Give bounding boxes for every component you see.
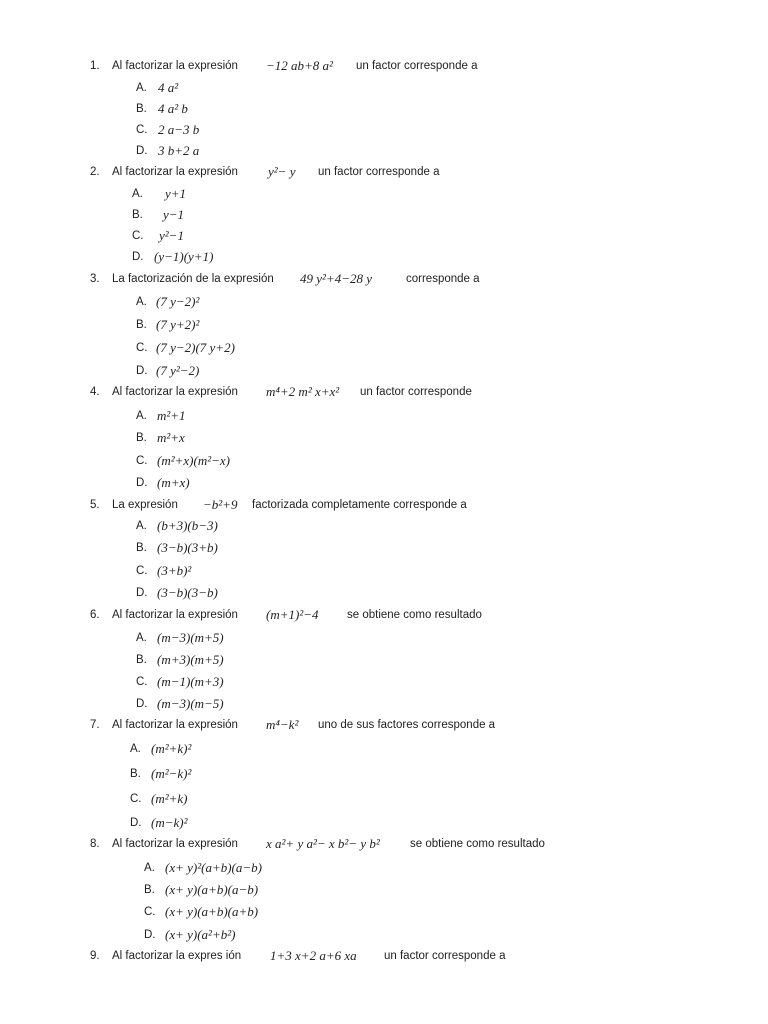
option-expression: (m−k)² (151, 815, 188, 830)
question-tail: se obtiene como resultado (410, 838, 545, 850)
option-expression: (3−b)(3+b) (157, 540, 218, 555)
option-3b (136, 318, 536, 338)
question-number: 3. (90, 273, 100, 285)
option-expression: (m²+k) (151, 791, 188, 806)
question-text: Al factorizar la expresión (112, 60, 238, 72)
question-7 (0, 719, 768, 739)
option-letter: C. (136, 676, 148, 688)
option-2b (132, 208, 532, 228)
option-expression: (b+3)(b−3) (157, 518, 218, 533)
option-letter: A. (136, 520, 147, 532)
option-expression: 4 a² (158, 80, 179, 95)
option-5d (136, 586, 536, 606)
question-9 (0, 950, 768, 970)
question-number: 6. (90, 609, 100, 621)
question-tail: corresponde a (406, 273, 480, 285)
option-4b (136, 431, 536, 451)
option-8d (144, 928, 544, 948)
question-expression: m⁴−k² (266, 717, 299, 732)
option-7d (130, 816, 530, 836)
option-2d (132, 250, 532, 270)
option-letter: D. (136, 145, 148, 157)
question-number: 1. (90, 60, 100, 72)
question-text: Al factorizar la expresión (112, 386, 238, 398)
question-number: 2. (90, 166, 100, 178)
question-tail: un factor corresponde (360, 386, 472, 398)
option-letter: B. (132, 209, 143, 221)
option-letter: D. (136, 365, 148, 377)
question-expression: m⁴+2 m² x+x² (266, 384, 340, 399)
option-7b (130, 767, 530, 787)
option-letter: B. (136, 319, 147, 331)
question-tail: un factor corresponde a (356, 60, 478, 72)
question-text: La expresión (112, 499, 178, 511)
question-number: 9. (90, 950, 100, 962)
question-tail: se obtiene como resultado (347, 609, 482, 621)
question-number: 8. (90, 838, 100, 850)
option-1c (136, 123, 536, 143)
option-letter: D. (144, 929, 156, 941)
option-letter: D. (130, 817, 142, 829)
option-expression: y+1 (165, 186, 187, 201)
option-7a (130, 742, 530, 762)
option-expression: (7 y+2)² (156, 317, 200, 332)
option-expression: (3+b)² (157, 563, 192, 578)
question-tail: un factor corresponde a (384, 950, 506, 962)
option-letter: B. (136, 654, 147, 666)
option-letter: C. (136, 124, 148, 136)
option-expression: (7 y²−2) (156, 363, 200, 378)
option-expression: m²+x (157, 430, 185, 445)
option-5c (136, 564, 536, 584)
option-letter: C. (136, 565, 148, 577)
option-expression: (m−3)(m+5) (157, 630, 224, 645)
option-2c (132, 229, 532, 249)
question-5 (0, 499, 768, 519)
option-letter: D. (136, 587, 148, 599)
question-8 (0, 838, 768, 858)
question-expression: 49 y²+4−28 y (300, 271, 372, 286)
option-expression: y−1 (163, 207, 185, 222)
option-4d (136, 476, 536, 496)
option-expression: (m+x) (157, 475, 190, 490)
option-8c (144, 905, 544, 925)
option-expression: 2 a−3 b (158, 122, 200, 137)
option-expression: m²+1 (157, 408, 186, 423)
option-1a (136, 81, 536, 101)
option-expression: (x+ y)(a²+b²) (165, 927, 236, 942)
option-letter: A. (136, 82, 147, 94)
option-6a (136, 631, 536, 651)
option-expression: (m+3)(m+5) (157, 652, 224, 667)
question-number: 5. (90, 499, 100, 511)
question-expression: x a²+ y a²− x b²− y b² (266, 836, 380, 851)
question-expression: −12 ab+8 a² (266, 58, 333, 73)
option-expression: (m²−k)² (151, 766, 192, 781)
option-3d (136, 364, 536, 384)
option-letter: A. (136, 296, 147, 308)
option-expression: (x+ y)²(a+b)(a−b) (165, 860, 262, 875)
option-expression: (m²+x)(m²−x) (157, 453, 230, 468)
option-letter: A. (132, 188, 143, 200)
option-letter: A. (130, 743, 141, 755)
option-4c (136, 454, 536, 474)
option-letter: A. (144, 862, 155, 874)
question-tail: uno de sus factores corresponde a (318, 719, 496, 731)
question-text: Al factorizar la expresión (112, 719, 238, 731)
option-5b (136, 541, 536, 561)
option-letter: B. (136, 542, 147, 554)
question-tail: factorizada completamente corresponde a (252, 499, 467, 511)
option-letter: C. (136, 455, 148, 467)
question-text: La factorización de la expresión (112, 273, 274, 285)
question-1 (0, 60, 768, 80)
option-expression: (7 y−2)(7 y+2) (156, 340, 235, 355)
question-4 (0, 386, 768, 406)
question-text: Al factorizar la expresión (112, 609, 238, 621)
option-letter: B. (136, 432, 147, 444)
option-1b (136, 102, 536, 122)
option-6d (136, 697, 536, 717)
option-letter: A. (136, 632, 147, 644)
option-expression: y²−1 (159, 228, 184, 243)
option-letter: C. (130, 793, 142, 805)
option-expression: (m²+k)² (151, 741, 192, 756)
option-7c (130, 792, 530, 812)
question-text: Al factorizar la expres ión (112, 950, 242, 962)
question-expression: 1+3 x+2 a+6 xa (270, 948, 357, 963)
question-6 (0, 609, 768, 629)
option-letter: C. (136, 342, 148, 354)
option-expression: (y−1)(y+1) (154, 249, 214, 264)
option-expression: (3−b)(3−b) (157, 585, 218, 600)
option-letter: B. (130, 768, 141, 780)
option-letter: B. (144, 884, 155, 896)
option-6b (136, 653, 536, 673)
option-6c (136, 675, 536, 695)
option-letter: A. (136, 410, 147, 422)
question-number: 4. (90, 386, 100, 398)
option-letter: B. (136, 103, 147, 115)
question-2 (0, 166, 768, 186)
question-expression: y²− y (268, 164, 296, 179)
option-2a (132, 187, 532, 207)
option-8a (144, 861, 544, 881)
option-8b (144, 883, 544, 903)
question-3 (0, 273, 768, 293)
option-expression: 3 b+2 a (158, 143, 200, 158)
question-text: Al factorizar la expresión (112, 838, 238, 850)
option-4a (136, 409, 536, 429)
question-expression: −b²+9 (203, 497, 238, 512)
option-letter: D. (136, 698, 148, 710)
option-expression: (m−1)(m+3) (157, 674, 224, 689)
option-expression: (m−3)(m−5) (157, 696, 224, 711)
question-expression: (m+1)²−4 (266, 607, 319, 622)
question-tail: un factor corresponde a (318, 166, 440, 178)
option-expression: (x+ y)(a+b)(a+b) (165, 904, 259, 919)
option-5a (136, 519, 536, 539)
option-letter: C. (144, 906, 156, 918)
option-expression: (x+ y)(a+b)(a−b) (165, 882, 259, 897)
option-3c (136, 341, 536, 361)
option-letter: D. (132, 251, 144, 263)
question-text: Al factorizar la expresión (112, 166, 238, 178)
option-3a (136, 295, 536, 315)
option-letter: D. (136, 477, 148, 489)
option-1d (136, 144, 536, 164)
option-letter: C. (132, 230, 144, 242)
option-expression: (7 y−2)² (156, 294, 200, 309)
question-number: 7. (90, 719, 100, 731)
option-expression: 4 a² b (158, 101, 188, 116)
